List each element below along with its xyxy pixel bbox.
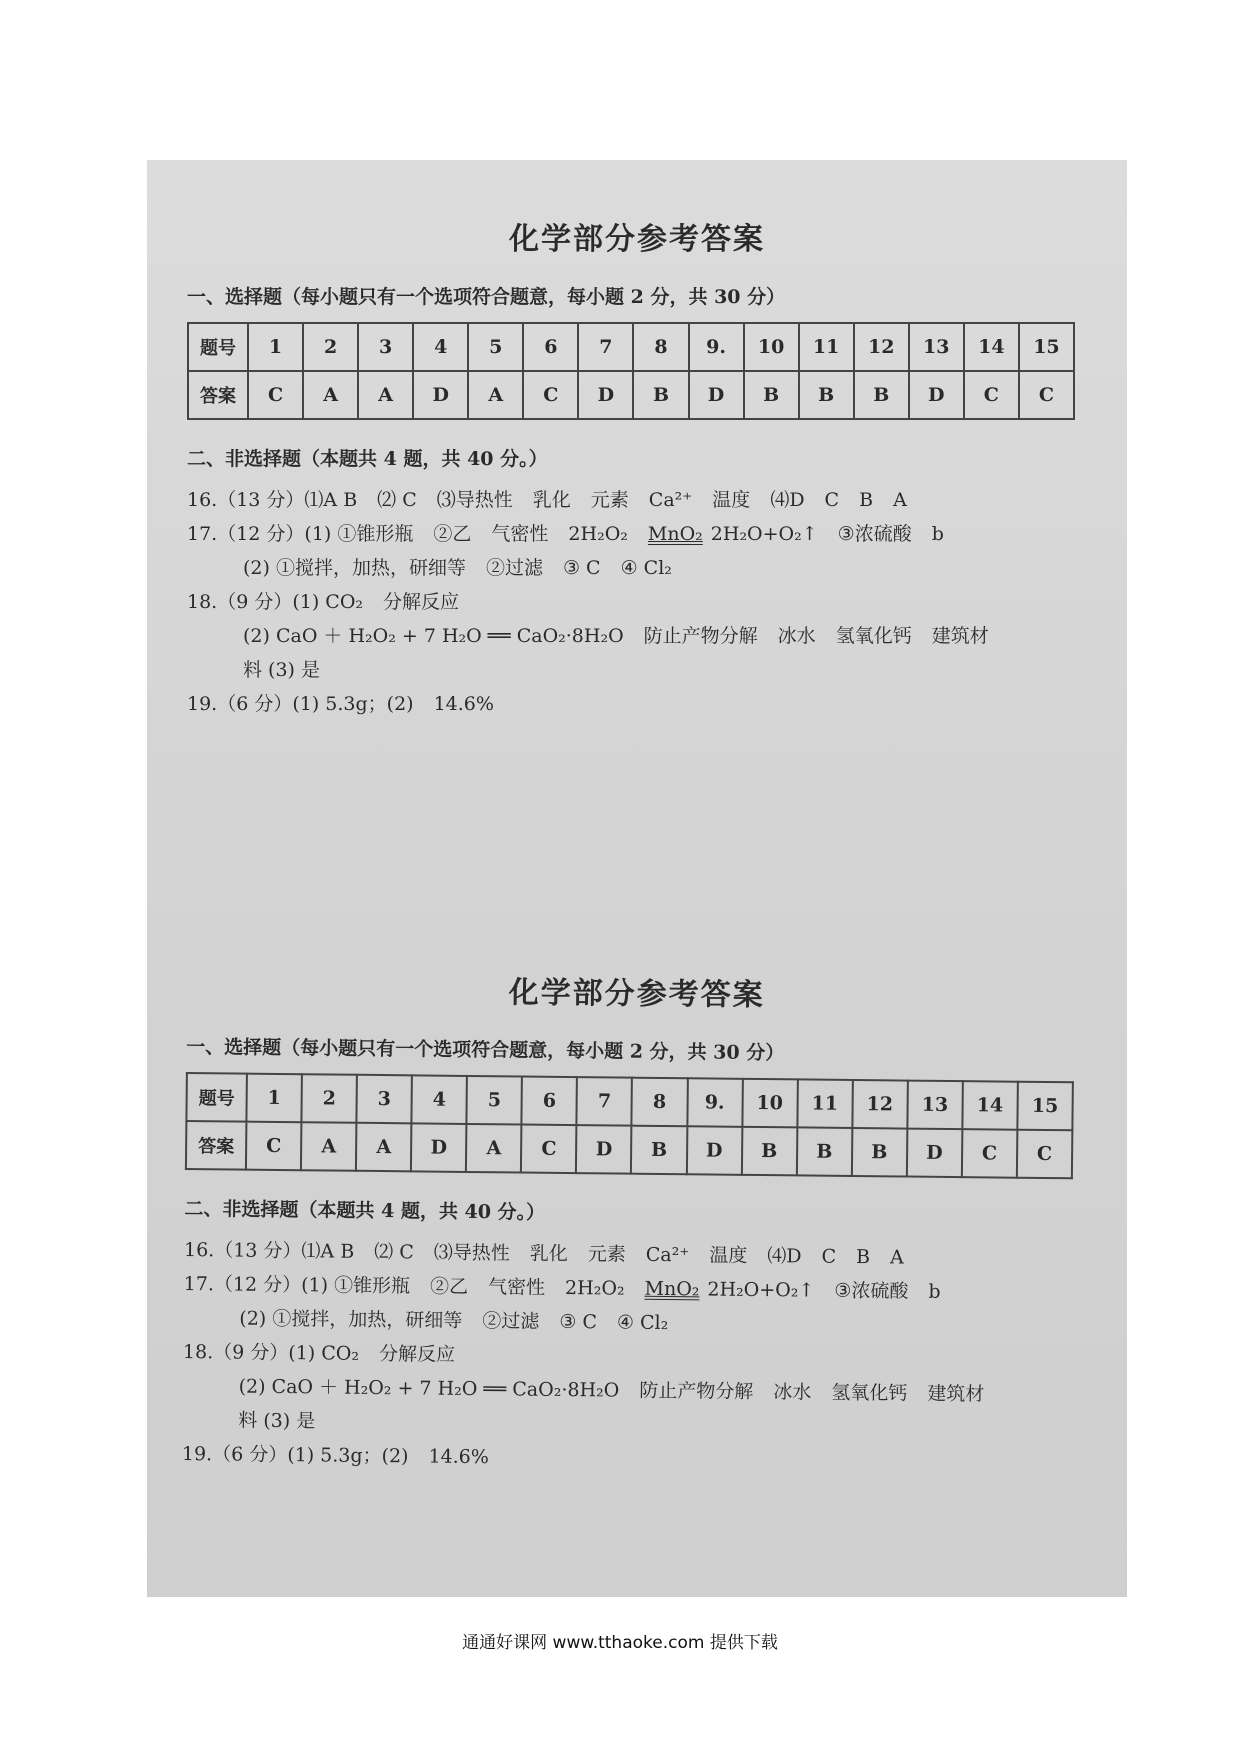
q18-line-3: 料 (3) 是 [243, 659, 320, 681]
q18-line1-part: 18.（9 分）(1) CO₂ [182, 1340, 360, 1365]
question-number-cell: 14 [962, 1081, 1018, 1130]
answer-cell: B [799, 371, 854, 419]
question-number-cell: 1 [246, 1074, 302, 1123]
q17-line1-part: 2H₂O₂ [568, 523, 628, 545]
q17-line2-part: ②过滤 [482, 1310, 540, 1333]
part2-heading: 二、非选择题（本题共 4 题，共 40 分。） [187, 448, 548, 470]
answer-cell: C [1019, 371, 1074, 419]
q17-line1-part: 2H₂O+O₂↑ [707, 1278, 815, 1302]
q16-part: ⑷D [767, 1245, 802, 1268]
q17-line1-part: 2H₂O₂ [564, 1276, 625, 1300]
q18-line1-part: 分解反应 [378, 1343, 456, 1366]
q17-line1-part: b [928, 1280, 941, 1303]
q19-part: 14.6% [433, 693, 494, 715]
answer-key-copy-1 [187, 220, 1087, 722]
q16-part: 乳化 [532, 489, 571, 511]
answer-cell: B [744, 371, 799, 419]
answer-cell: D [689, 371, 744, 419]
answer-cell: C [964, 371, 1019, 419]
part1-heading: 一、选择题（每小题只有一个选项符合题意，每小题 2 分，共 30 分） [187, 286, 786, 308]
answer-table [187, 322, 1075, 420]
q16-part: 16.（13 分）⑴A B [187, 489, 358, 511]
q16-part: ⑷D [770, 489, 805, 511]
question-number-cell: 7 [577, 1077, 633, 1126]
answer-cell: A [466, 1124, 522, 1173]
question-number-cell: 5 [468, 323, 523, 371]
answer-cell: A [468, 371, 523, 419]
question-number-cell: 13 [909, 323, 964, 371]
q18-line2-part: 防止产物分解 [639, 1379, 754, 1403]
q17-line1-part: b [931, 523, 944, 545]
question-number-cell: 8 [633, 323, 688, 371]
question-number-cell: 15 [1019, 323, 1074, 371]
answer-key-copy-2 [182, 970, 1087, 1481]
question-number-cell: 2 [303, 323, 358, 371]
question-number-cell: 6 [522, 1077, 578, 1126]
answer-cell: C [962, 1129, 1018, 1178]
question-number-cell: 9. [687, 1078, 743, 1127]
answer-table [185, 1072, 1074, 1179]
row-label-number: 题号 [188, 323, 248, 371]
q17-line2-part: ②过滤 [485, 557, 543, 579]
answer-cell: C [523, 371, 578, 419]
question-number-cell: 2 [301, 1074, 357, 1123]
q17-line2-part: ③ C [559, 1310, 598, 1334]
answer-cell: A [358, 371, 413, 419]
q16-part: 温度 [709, 1244, 748, 1267]
q17-line2-part: (2) ①搅拌，加热，研细等 [239, 1307, 463, 1332]
q16-part: ⑶导热性 [433, 1241, 510, 1265]
q17-line2-part: (2) ①搅拌，加热，研细等 [243, 557, 466, 579]
question-number-cell: 12 [854, 323, 909, 371]
question-number-cell: 9. [689, 323, 744, 371]
q17-line1-part: ③浓硫酸 [834, 1279, 909, 1303]
question-number-cell: 8 [632, 1078, 688, 1127]
q17-line1-part: 2H₂O+O₂↑ [710, 523, 818, 545]
question-number-cell: 1 [248, 323, 303, 371]
q18-line2-part: (2) CaO ＋ H₂O₂ + 7 H₂O ══ CaO₂·8H₂O [238, 1375, 620, 1402]
row-label-number: 题号 [186, 1073, 246, 1122]
q17-line-2 [187, 552, 1087, 584]
q18-line-2 [187, 620, 1087, 652]
table-row-answers [186, 1121, 1072, 1178]
q18-line2-part: 冰水 [773, 1381, 812, 1404]
answer-cell: B [741, 1127, 797, 1176]
q18-line1-part: 分解反应 [383, 591, 460, 613]
q16-part: 温度 [712, 489, 751, 511]
answer-cell: B [797, 1127, 853, 1176]
answer-cell: B [631, 1126, 687, 1175]
q16-part: Ca²⁺ [645, 1243, 690, 1267]
q18-line2-part: 建筑材 [927, 1382, 985, 1406]
answer-cell: C [246, 1122, 302, 1171]
part1-heading: 一、选择题（每小题只有一个选项符合题意，每小题 2 分，共 30 分） [186, 1035, 785, 1065]
q16-part: Ca²⁺ [648, 489, 693, 511]
q18-line2-part: 防止产物分解 [643, 625, 758, 647]
answer-cell: D [411, 1123, 467, 1172]
q16-part: 乳化 [529, 1242, 568, 1266]
question-number-cell: 5 [467, 1076, 523, 1125]
answer-cell: D [578, 371, 633, 419]
q18-line2-part: 氢氧化钙 [831, 1381, 908, 1405]
q16-part: C [821, 1245, 837, 1268]
answer-cell: D [686, 1126, 742, 1175]
answer-cell: A [303, 371, 358, 419]
q17-line2-part: ④ Cl₂ [616, 1311, 669, 1335]
part2-heading: 二、非选择题（本题共 4 题，共 40 分。） [184, 1197, 546, 1224]
question-number-cell: 13 [907, 1081, 963, 1130]
table-row-numbers [188, 323, 1074, 371]
answer-cell: D [907, 1129, 963, 1178]
answer-cell: B [852, 1128, 908, 1177]
answer-cell: C [248, 371, 303, 419]
answer-cell: D [909, 371, 964, 419]
q18-line2-part: (2) CaO ＋ H₂O₂ + 7 H₂O ══ CaO₂·8H₂O [243, 625, 624, 647]
answer-cell: D [576, 1125, 632, 1174]
q16-part: A [893, 489, 907, 511]
q17-line1-part: ②乙 [429, 1275, 469, 1298]
q16-part: 元素 [590, 489, 629, 511]
q18-line-1 [187, 586, 1087, 618]
question-number-cell: 12 [852, 1080, 908, 1129]
document-title: 化学部分参考答案 [509, 222, 765, 257]
q19-line [187, 688, 1087, 720]
q16-part: ⑵ C [374, 1240, 414, 1264]
q16-part: ⑶导热性 [436, 489, 513, 511]
q16-part: B [856, 1246, 871, 1269]
q19-part: 19.（6 分）(1) 5.3g；(2) [181, 1442, 409, 1468]
q17-line1-part: 气密性 [487, 1276, 546, 1299]
q18-line2-part: 建筑材 [931, 625, 989, 647]
table-row-answers [188, 371, 1074, 419]
question-number-cell: 3 [358, 323, 413, 371]
q19-part: 19.（6 分）(1) 5.3g；(2) [187, 693, 414, 715]
q17-line1-part: 17.（12 分）(1) ①锥形瓶 [187, 523, 414, 545]
q18-line2-part: 氢氧化钙 [835, 625, 912, 647]
q17-line-1 [187, 518, 1087, 550]
q16-part: ⑵ C [377, 489, 417, 511]
row-label-answer: 答案 [186, 1121, 246, 1170]
q17-line1-part: ③浓硫酸 [837, 523, 912, 545]
q17-line1-part: 17.（12 分）(1) ①锥形瓶 [183, 1272, 411, 1298]
q16-part: 元素 [587, 1243, 626, 1266]
q17-line1-part: MnO₂ [644, 1277, 700, 1301]
q17-line1-part: 气密性 [491, 523, 549, 545]
q19-part: 14.6% [428, 1445, 489, 1469]
question-number-cell: 7 [578, 323, 633, 371]
answer-cell: A [356, 1123, 412, 1172]
footer-credit: 通通好课网 www.tthaoke.com 提供下载 [462, 1633, 778, 1653]
q17-line1-part: MnO₂ [647, 523, 703, 545]
answer-cell: C [1017, 1130, 1073, 1179]
question-number-cell: 14 [964, 323, 1019, 371]
q16-part: C [824, 489, 840, 511]
question-number-cell: 10 [744, 323, 799, 371]
question-number-cell: 11 [799, 323, 854, 371]
q18-line2-part: 冰水 [777, 625, 816, 647]
scanned-photo [147, 160, 1127, 1597]
q17-line1-part: ②乙 [433, 523, 472, 545]
question-number-cell: 11 [797, 1079, 853, 1128]
q18-line-3: 料 (3) 是 [238, 1409, 316, 1433]
answer-cell: A [301, 1122, 357, 1171]
q16-part: B [859, 489, 874, 511]
q18-line1-part: 18.（9 分）(1) CO₂ [187, 591, 364, 613]
question-number-cell: 4 [413, 323, 468, 371]
question-number-cell: 4 [412, 1075, 468, 1124]
question-number-cell: 3 [357, 1075, 413, 1124]
row-label-answer: 答案 [188, 371, 248, 419]
answer-cell: D [413, 371, 468, 419]
question-number-cell: 15 [1017, 1082, 1073, 1131]
question-number-cell: 6 [523, 323, 578, 371]
q16-part: A [889, 1246, 904, 1269]
document-title: 化学部分参考答案 [508, 975, 765, 1014]
question-number-cell: 10 [742, 1079, 798, 1128]
answer-cell: B [633, 371, 688, 419]
answer-cell: C [521, 1125, 577, 1174]
q16-part: 16.（13 分）⑴A B [183, 1238, 355, 1263]
q19-line [182, 1438, 1082, 1479]
q16-line [187, 484, 1087, 516]
q17-line2-part: ③ C [562, 557, 601, 579]
q17-line2-part: ④ Cl₂ [620, 557, 672, 579]
answer-cell: B [854, 371, 909, 419]
